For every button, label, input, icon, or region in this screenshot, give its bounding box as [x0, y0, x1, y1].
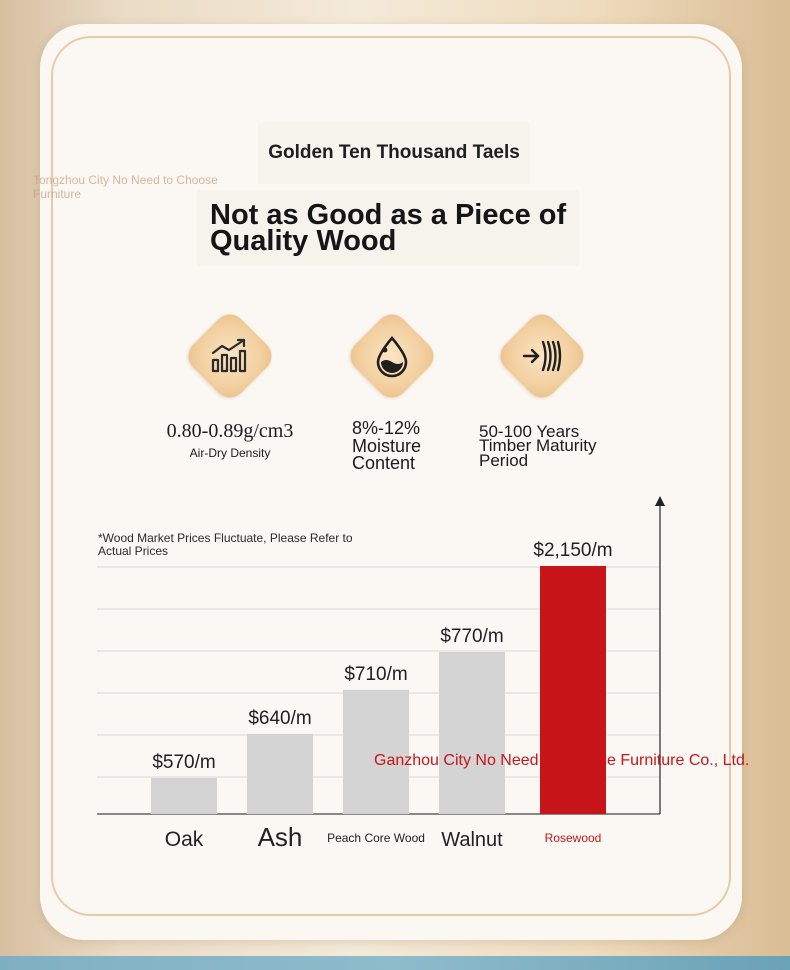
bar-value-label: $710/m	[344, 663, 408, 685]
category-label: Ash	[257, 822, 303, 852]
feature-value-maturity: 50-100 Years	[479, 422, 580, 441]
bar-value-label: $770/m	[440, 626, 504, 647]
chart-note: *Wood Market Prices Fluctuate, Please Refer to Actual Prices	[98, 531, 353, 558]
headline: Not as Good as a Piece of Quality Wood	[210, 199, 567, 257]
watermark-top-left: Tongzhou City No Need to Choose Furniture	[33, 173, 218, 201]
feature-caption-maturity: Timber Maturity Period	[479, 436, 597, 470]
category-label: Oak	[164, 828, 204, 851]
bar	[247, 734, 313, 814]
bar-value-label: $570/m	[152, 752, 216, 773]
feature-caption-moisture: Moisture Content	[352, 436, 422, 473]
feature-value-density: 0.80-0.89g/cm3	[166, 420, 294, 442]
feature-value-moisture: 8%-12%	[352, 418, 421, 438]
bar-value-label: $2,150/m	[533, 540, 613, 561]
category-label: Peach Core Wood	[327, 831, 425, 845]
category-label: Rosewood	[544, 831, 602, 845]
bar	[151, 778, 217, 814]
y-axis-arrow	[655, 496, 665, 506]
bar	[439, 652, 505, 814]
subtitle: Golden Ten Thousand Taels	[268, 142, 520, 163]
category-label: Walnut	[441, 829, 503, 851]
watermark-company: Ganzhou City No Need to Choose Furniture Co., Ltd.	[374, 752, 750, 769]
bar	[540, 566, 606, 814]
feature-caption-density: Air-Dry Density	[189, 446, 271, 460]
bar-value-label: $640/m	[248, 707, 312, 729]
